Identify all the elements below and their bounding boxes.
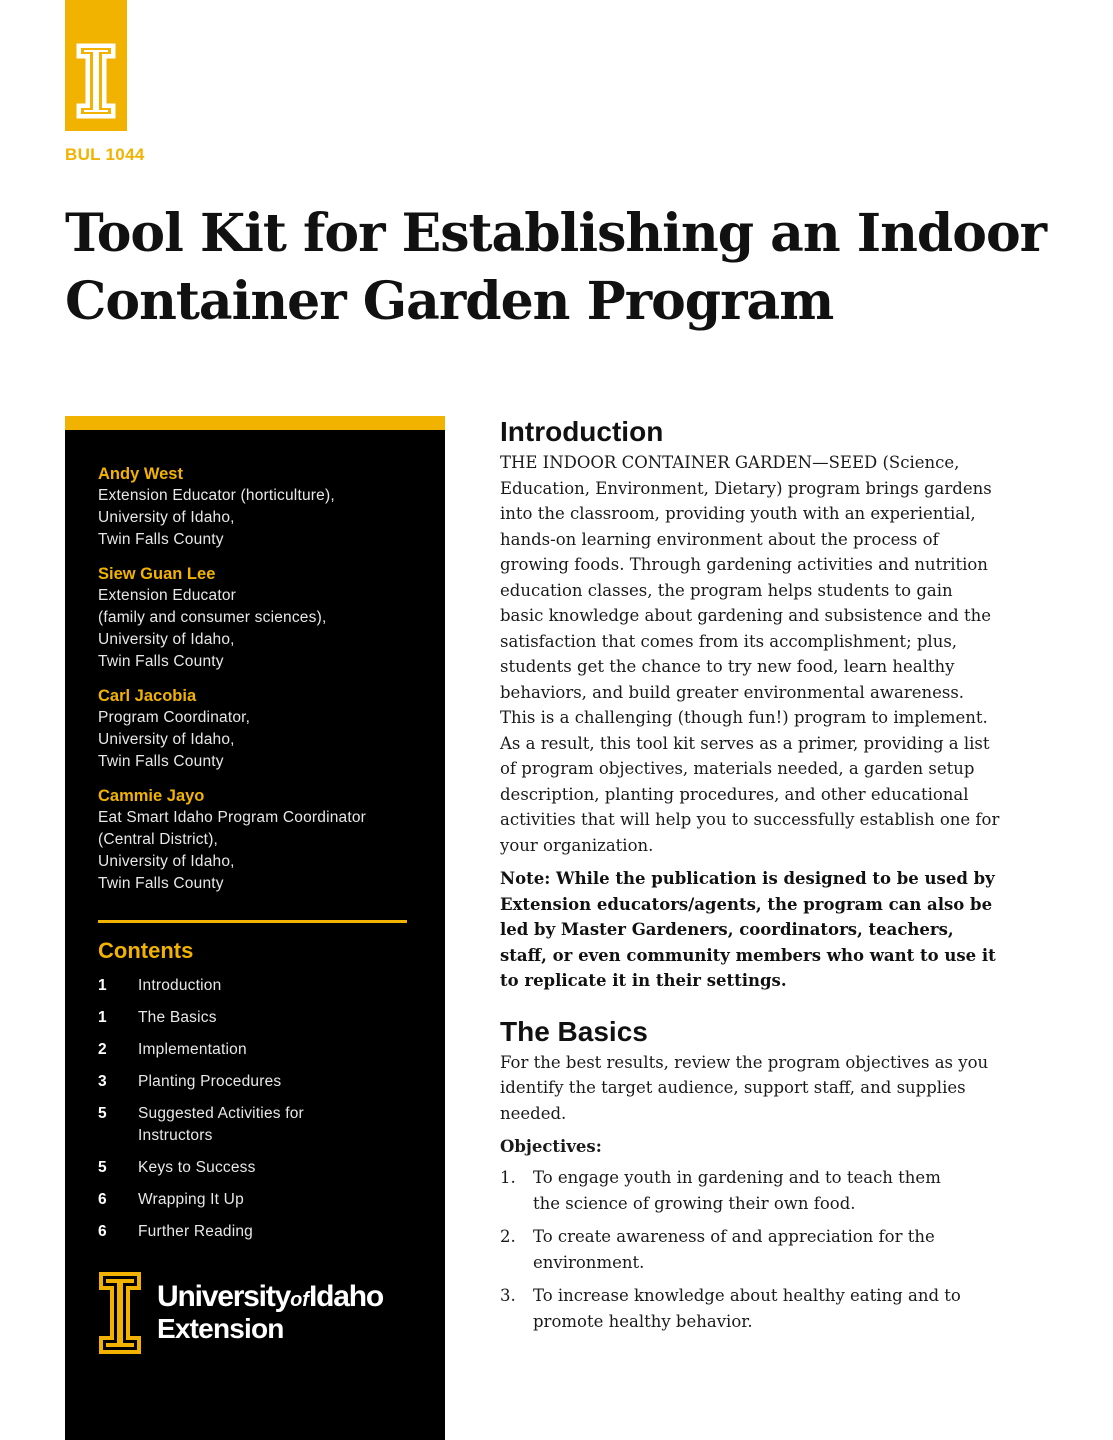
toc-label: Further Reading: [138, 1223, 254, 1240]
introduction-body: THE INDOOR CONTAINER GARDEN—SEED (Science, Education, Environment, Dietary) program brings gardens into the classroom, providing youth with an experiential, hands-on learning environment about the process of growing foods. Through gardening activities and nutrition education classes, the program helps students to gain basic knowledge about gardening and subsistence and the satisfaction that comes from its accomplishment; plus, students get the chance to try new food, learn healthy behaviors, and build greater environmental awareness. This is a challenging (though fun!) program to implement. As a result, this tool kit serves as a primer, providing a list of program objectives, materials needed, a garden setup description, planting procedures, and other educational activities that will help you to successfully establish one for your organization.: [500, 453, 1000, 855]
author-entry: [98, 785, 428, 895]
author-affiliation: Eat Smart Idaho Program Coordinator: [98, 809, 367, 826]
toc-label: Keys to Success: [138, 1159, 256, 1176]
objectives-list: [500, 1165, 1000, 1334]
introduction-note: Note: While the publication is designed to be used by Extension educators/agents, the program can also be led by Master Gardeners, coordinators, teachers, staff, or even community members who want to use it to replicate it in their settings.: [500, 869, 996, 990]
toc-label: Introduction: [138, 977, 222, 994]
author-affiliation: University of Idaho,: [98, 509, 235, 526]
author-entry: [98, 463, 428, 551]
author-entry: [98, 563, 428, 673]
author-list: [98, 463, 428, 907]
author-affiliation: University of Idaho,: [98, 731, 235, 748]
objective-item: [500, 1283, 1000, 1334]
toc-label: Planting Procedures: [138, 1073, 282, 1090]
objective-text: To create awareness of and appreciation for the environment.: [533, 1227, 935, 1272]
toc-item[interactable]: [98, 1071, 418, 1093]
author-affiliation: Twin Falls County: [98, 875, 224, 892]
toc-page-number: 6: [98, 1191, 107, 1208]
toc-page-number: 3: [98, 1073, 107, 1090]
toc-item[interactable]: [98, 1039, 418, 1061]
main-content: [500, 414, 1000, 1342]
author-affiliation: Twin Falls County: [98, 653, 224, 670]
toc-page-number: 5: [98, 1159, 107, 1176]
author-affiliation: Twin Falls County: [98, 753, 224, 770]
objective-text: To engage youth in gardening and to teach them the science of growing their own food.: [533, 1168, 941, 1213]
author-name: Carl Jacobia: [98, 687, 197, 705]
toc-page-number: 1: [98, 977, 107, 994]
author-name: Cammie Jayo: [98, 787, 205, 805]
logo-idaho-word: Idaho: [308, 1280, 383, 1313]
toc-page-number: 1: [98, 1009, 107, 1026]
author-affiliation: Extension Educator (horticulture),: [98, 487, 335, 504]
author-affiliation: (Central District),: [98, 831, 219, 848]
author-name: Andy West: [98, 465, 183, 483]
toc-label: Implementation: [138, 1041, 247, 1058]
logo-extension-word: Extension: [157, 1313, 284, 1344]
objectives-label: Objectives:: [500, 1137, 602, 1156]
logo-of-word: of: [290, 1289, 309, 1311]
toc-item[interactable]: [98, 1103, 418, 1147]
introduction-heading: Introduction: [500, 416, 664, 447]
author-affiliation: Extension Educator: [98, 587, 237, 604]
bulletin-code: BUL 1044: [65, 145, 145, 164]
logo-university-name: [157, 1280, 383, 1314]
table-of-contents: [98, 975, 418, 1253]
toc-item[interactable]: [98, 1189, 418, 1211]
toc-page-number: 2: [98, 1041, 107, 1058]
toc-item[interactable]: [98, 1007, 418, 1029]
objective-number: 1.: [500, 1168, 516, 1187]
page-title: Tool Kit for Establishing an Indoor Container Garden Program: [65, 203, 1047, 332]
toc-item[interactable]: [98, 975, 418, 997]
author-affiliation: Twin Falls County: [98, 531, 224, 548]
objective-number: 2.: [500, 1227, 516, 1246]
author-affiliation: University of Idaho,: [98, 853, 235, 870]
contents-heading: Contents: [98, 938, 194, 963]
author-entry: [98, 685, 428, 773]
objective-item: [500, 1224, 1000, 1275]
objective-number: 3.: [500, 1286, 516, 1305]
author-affiliation: University of Idaho,: [98, 631, 235, 648]
toc-page-number: 5: [98, 1105, 107, 1122]
sidebar: [65, 416, 445, 1440]
basics-body: For the best results, review the program objectives as you identify the target audience, support staff, and supplies needed.: [500, 1052, 989, 1123]
toc-item[interactable]: [98, 1221, 418, 1243]
logo-university-word: University: [157, 1280, 291, 1313]
idaho-i-icon: [97, 1270, 143, 1356]
toc-item[interactable]: [98, 1157, 418, 1179]
basics-heading: The Basics: [500, 1015, 648, 1047]
author-name: Siew Guan Lee: [98, 565, 216, 583]
university-extension-logo: [97, 1270, 417, 1360]
university-logo-mark: [65, 0, 127, 131]
author-affiliation: Program Coordinator,: [98, 709, 251, 726]
author-affiliation: (family and consumer sciences),: [98, 609, 327, 626]
toc-label: Suggested Activities for Instructors: [138, 1105, 304, 1144]
objective-item: [500, 1165, 1000, 1216]
sidebar-divider: [98, 920, 407, 923]
toc-label: Wrapping It Up: [138, 1191, 244, 1208]
toc-label: The Basics: [138, 1009, 217, 1026]
objective-text: To increase knowledge about healthy eating and to promote healthy behavior.: [533, 1286, 961, 1331]
toc-page-number: 6: [98, 1223, 107, 1240]
basics-section: [500, 1014, 1000, 1335]
